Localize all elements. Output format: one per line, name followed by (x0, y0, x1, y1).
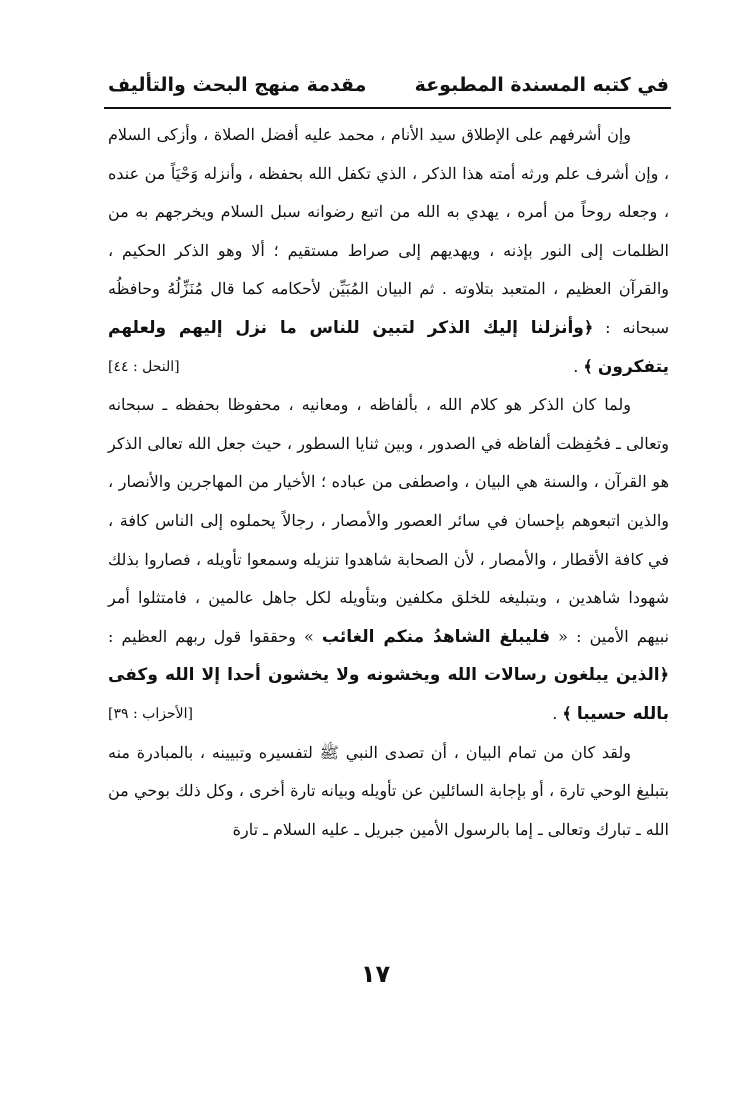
quran-bracket-open: ﴿ (659, 665, 669, 685)
body-text (108, 116, 669, 849)
paragraph-2-text: ولما كان الذكر هو كلام الله ، بألفاظه ، ومعانيه ، محفوظا بحفظه ـ سبحانه وتعالى ـ فحُفِظت ألفاظه في الصدور ، وبين ثنايا السطور ، حيث جعل الله تعالى الذكر هو القرآن ، والسنة هي البيان ، واصطفى من عباده ؛ الأخيار من المهاجرين والأنصار ، والذين اتبعوهم بإحسان في سائر العصور والأمصار ، رجالاً يحملوه إلى الناس كافة ، في كافة الأقطار ، والأمصار ، لأن الصحابة شاهدوا تنزيله وسمعوا تأويله ، فصاروا بذلك شهودا شاهدين ، وبتبليغه للخلق مكلفين وبتأويله لكل جاهل عالمين ، فامتثلوا أمر نبيهم الأمين : « (108, 395, 670, 646)
quran-bracket-open: ﴿ (583, 317, 594, 337)
paragraph-2-end: . (552, 703, 563, 723)
quran-bracket-close: ﴾ (562, 703, 572, 723)
hadith-quote: فليبلغ الشاهدُ منكم الغائب (321, 626, 551, 647)
citation-2: [الأحزاب : ٣٩] (108, 705, 193, 722)
paragraph-2-text-2: » وحققوا قول ربهم العظيم : (108, 626, 322, 646)
book-title: في كتبه المسندة المطبوعة (414, 74, 669, 96)
paragraph-1-end: . (573, 356, 584, 376)
page-number: ١٧ (360, 960, 391, 988)
paragraph-2 (108, 386, 669, 733)
citation-1: [النحل : ٤٤] (108, 358, 180, 375)
quran-verse-2: الذين يبلغون رسالات الله ويخشونه ولا يخشون أحدا إلا الله وكفى بالله حسيبا (108, 665, 669, 724)
paragraph-1 (108, 116, 669, 386)
paragraph-1-text: وإن أشرفهم على الإطلاق سيد الأنام ، محمد عليه أفضل الصلاة ، وأزكى السلام ، وإن أشرف علم ورثه أمته هذا الذكر ، الذي تكفل الله بحفظه ، وأنزله وَحْيَاً من عنده ، وجعله روحاً من أمره ، يهدي به الله من اتبع رضوانه سبل السلام ويخرجهم به من الظلمات إلى النور بإذنه ، ويهديهم إلى صراط مستقيم ؛ ألا وهو الذكر الحكيم ، والقرآن العظيم ، المتعبد بتلاوته . ثم البيان المُبَيِّن لأحكامه كما قال مُنَزِّلُهُ وحافظُه سبحانه : (108, 125, 669, 337)
paragraph-3 (108, 734, 669, 850)
quran-bracket-close: ﴾ (583, 356, 593, 376)
paragraph-3-text: ولقد كان من تمام البيان ، أن تصدى النبي ﷺ لتفسيره وتبيينه ، بالمبادرة منه بتبليغ الوحي تارة ، أو بإجابة السائلين عن تأويله وبيانه تارة أخرى ، وكل ذلك بوحي من الله ـ تبارك وتعالى ـ إما بالرسول الأمين جبريل ـ عليه السلام ـ تارة (108, 742, 669, 839)
chapter-title: مقدمة منهج البحث والتأليف (108, 74, 367, 96)
running-header (108, 66, 669, 104)
header-rule (104, 107, 671, 109)
quran-verse-1: وأنزلنا إليك الذكر لتبين للناس ما نزل إليهم ولعلهم يتفكرون (108, 317, 669, 377)
